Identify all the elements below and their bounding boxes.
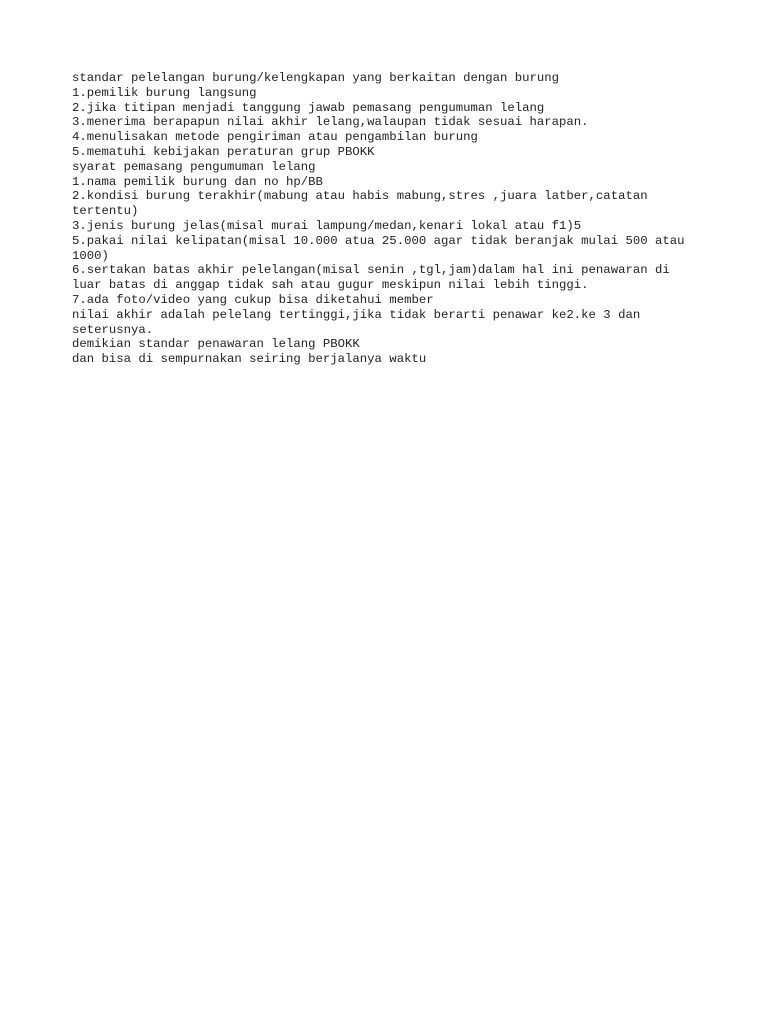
text-line: 7.ada foto/video yang cukup bisa diketahui member: [72, 292, 434, 307]
text-line: luar batas di anggap tidak sah atau gugur meskipun nilai lebih tinggi.: [72, 278, 589, 293]
text-line: demikian standar penawaran lelang PBOKK: [72, 337, 360, 352]
text-line: 1.nama pemilik burung dan no hp/BB: [72, 174, 323, 189]
text-line: tertentu): [72, 204, 139, 219]
text-line: 2.jika titipan menjadi tanggung jawab pemasang pengumuman lelang: [72, 100, 545, 115]
document-title-line: standar pelelangan burung/kelengkapan yang berkaitan dengan burung: [72, 71, 560, 85]
text-line: 3.jenis burung jelas(misal murai lampung/medan,kenari lokal atau f1)5: [72, 218, 582, 233]
text-line: dan bisa di sempurnakan seiring berjalanya waktu: [72, 352, 427, 367]
text-line: 3.menerima berapapun nilai akhir lelang,walaupan tidak sesuai harapan.: [72, 115, 589, 130]
text-line: 2.kondisi burung terakhir(mabung atau habis mabung,stres ,juara latber,catatan: [72, 189, 648, 204]
text-line: 5.mematuhi kebijakan peraturan grup PBOKK: [72, 144, 375, 159]
text-line: 6.sertakan batas akhir pelelangan(misal senin ,tgl,jam)dalam hal ini penawaran di: [72, 263, 670, 278]
text-line: 1.pemilik burung langsung: [72, 85, 257, 100]
text-line: seterusnya.: [72, 322, 154, 337]
text-line: 4.menulisakan metode pengiriman atau pengambilan burung: [72, 130, 478, 145]
section-heading-line: syarat pemasang pengumuman lelang: [72, 159, 316, 174]
text-line: 5.pakai nilai kelipatan(misal 10.000 atua 25.000 agar tidak beranjak mulai 500 atau: [72, 233, 685, 248]
text-line: 1000): [72, 248, 109, 263]
document-body: [72, 71, 702, 367]
text-line: nilai akhir adalah pelelang tertinggi,jika tidak berarti penawar ke2.ke 3 dan: [72, 307, 641, 322]
